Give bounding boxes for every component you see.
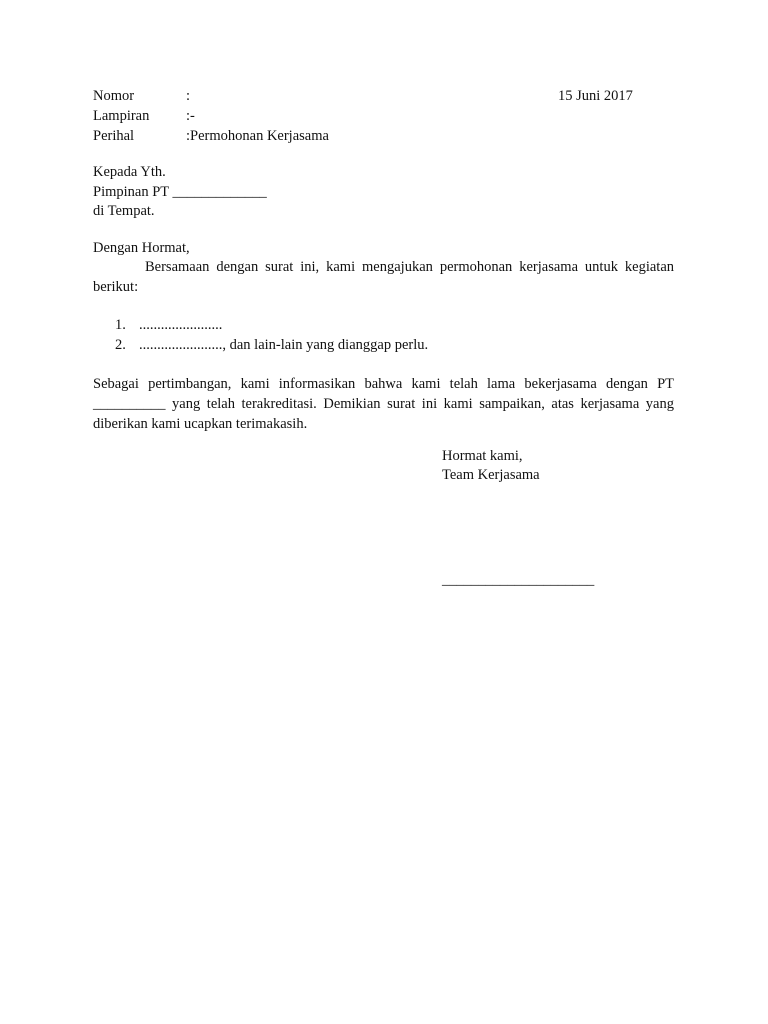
perihal-label: Perihal: [93, 128, 135, 144]
nomor-label: Nomor: [93, 88, 135, 104]
letter-date: 15 Juni 2017: [558, 88, 633, 104]
lampiran-value: :-: [186, 108, 195, 124]
signature-line: _____________________: [442, 572, 595, 588]
list-item-number: 2.: [115, 337, 126, 353]
greeting: Dengan Hormat,: [93, 240, 190, 256]
intro-paragraph: Bersamaan dengan surat ini, kami mengajukan permohonan kerjasama untuk kegiatan berikut:: [93, 259, 674, 295]
list-item: [115, 315, 222, 335]
list-item-text: .......................: [139, 317, 223, 333]
signature-salutation: Hormat kami,: [442, 448, 523, 464]
list-item-number: 1.: [115, 317, 126, 333]
lampiran-label: Lampiran: [93, 108, 150, 124]
list-item: [115, 335, 428, 355]
nomor-value: :: [186, 88, 191, 104]
perihal-value: :Permohonan Kerjasama: [186, 128, 329, 144]
closing-paragraph: Sebagai pertimbangan, kami informasikan bahwa kami telah lama bekerjasama dengan PT __________ yang telah terakreditasi. Demikian surat ini kami sampaikan, atas kerjasama yang diberikan kami ucapkan terimakasih.: [93, 376, 674, 432]
recipient-line-1: Kepada Yth.: [93, 164, 166, 180]
list-item-text: ......................., dan lain-lain yang dianggap perlu.: [139, 337, 429, 353]
lampiran-row: [93, 106, 195, 126]
nomor-row: [93, 86, 190, 106]
recipient-line-2: Pimpinan PT _____________: [93, 184, 267, 200]
recipient-line-3: di Tempat.: [93, 203, 155, 219]
signature-team: Team Kerjasama: [442, 467, 540, 483]
perihal-row: [93, 126, 329, 146]
